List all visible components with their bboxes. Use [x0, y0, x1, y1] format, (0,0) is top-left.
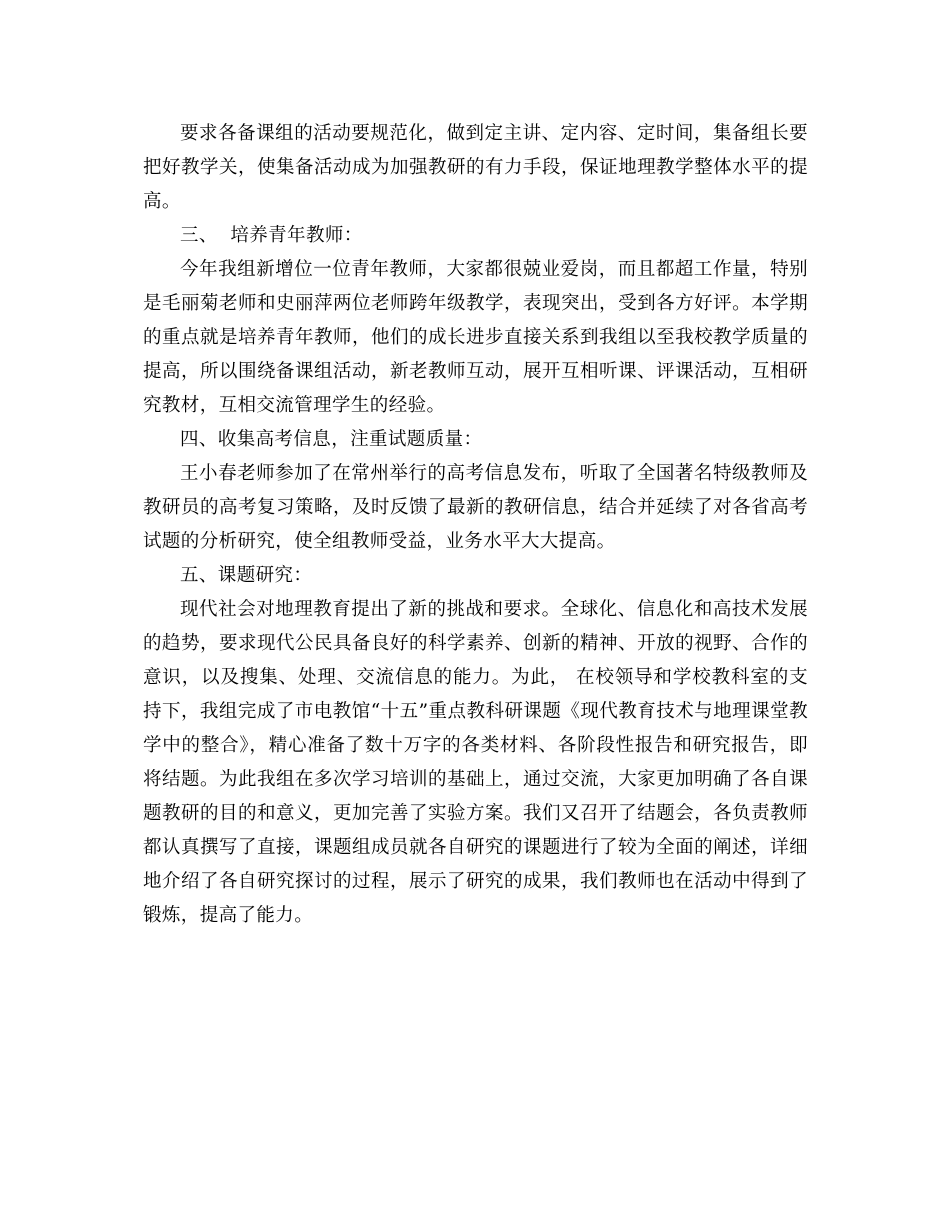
paragraph-lesson-prep: 要求各备课组的活动要规范化，做到定主讲、定内容、定时间，集备组长要把好教学关，使集备活动成为加强教研的有力手段，保证地理教学整体水平的提高。	[143, 123, 808, 212]
section-heading-research: 五、课题研究：	[180, 565, 313, 586]
paragraph-young-teachers: 今年我组新增位一位青年教师，大家都很兢业爱岗，而且都超工作量，特别是毛丽菊老师和史丽萍两位老师跨年级教学，表现突出，受到各方好评。本学期的重点就是培养青年教师，他们的成长进步直接关系到我组以至我校教学质量的提高，所以围绕备课组活动，新老教师互动，展开互相听课、评课活动，互相研究教材，互相交流管理学生的经验。	[143, 259, 808, 416]
paragraph-research: 现代社会对地理教育提出了新的挑战和要求。全球化、信息化和高技术发展的趋势，要求现代公民具备良好的科学素养、创新的精神、开放的视野、合作的意识，以及搜集、处理、交流信息的能力。为此， 在校领导和学校教科室的支持下，我组完成了市电教馆“十五”重点教科研课题《现代教育技术与地理课堂教学中的整合》，精心准备了数十万字的各类材料、各阶段性报告和研究报告，即将结题。为此我组在多次学习培训的基础上，通过交流，大家更加明确了各自课题教研的目的和意义，更加完善了实验方案。我们又召开了结题会，各负责教师都认真撰写了直接，课题组成员就各自研究的课题进行了较为全面的阐述，详细地介绍了各自研究探讨的过程，展示了研究的成果，我们教师也在活动中得到了锻炼，提高了能力。	[143, 599, 808, 926]
section-heading-young-teachers: 三、 培养青年教师：	[180, 225, 363, 246]
paragraph-exam-info: 王小春老师参加了在常州举行的高考信息发布，听取了全国著名特级教师及教研员的高考复习策略，及时反馈了最新的教研信息，结合并延续了对各省高考试题的分析研究，使全组教师受益，业务水平大大提高。	[143, 463, 808, 552]
document-body	[143, 117, 808, 933]
section-heading-exam-info: 四、收集高考信息，注重试题质量：	[180, 429, 483, 450]
